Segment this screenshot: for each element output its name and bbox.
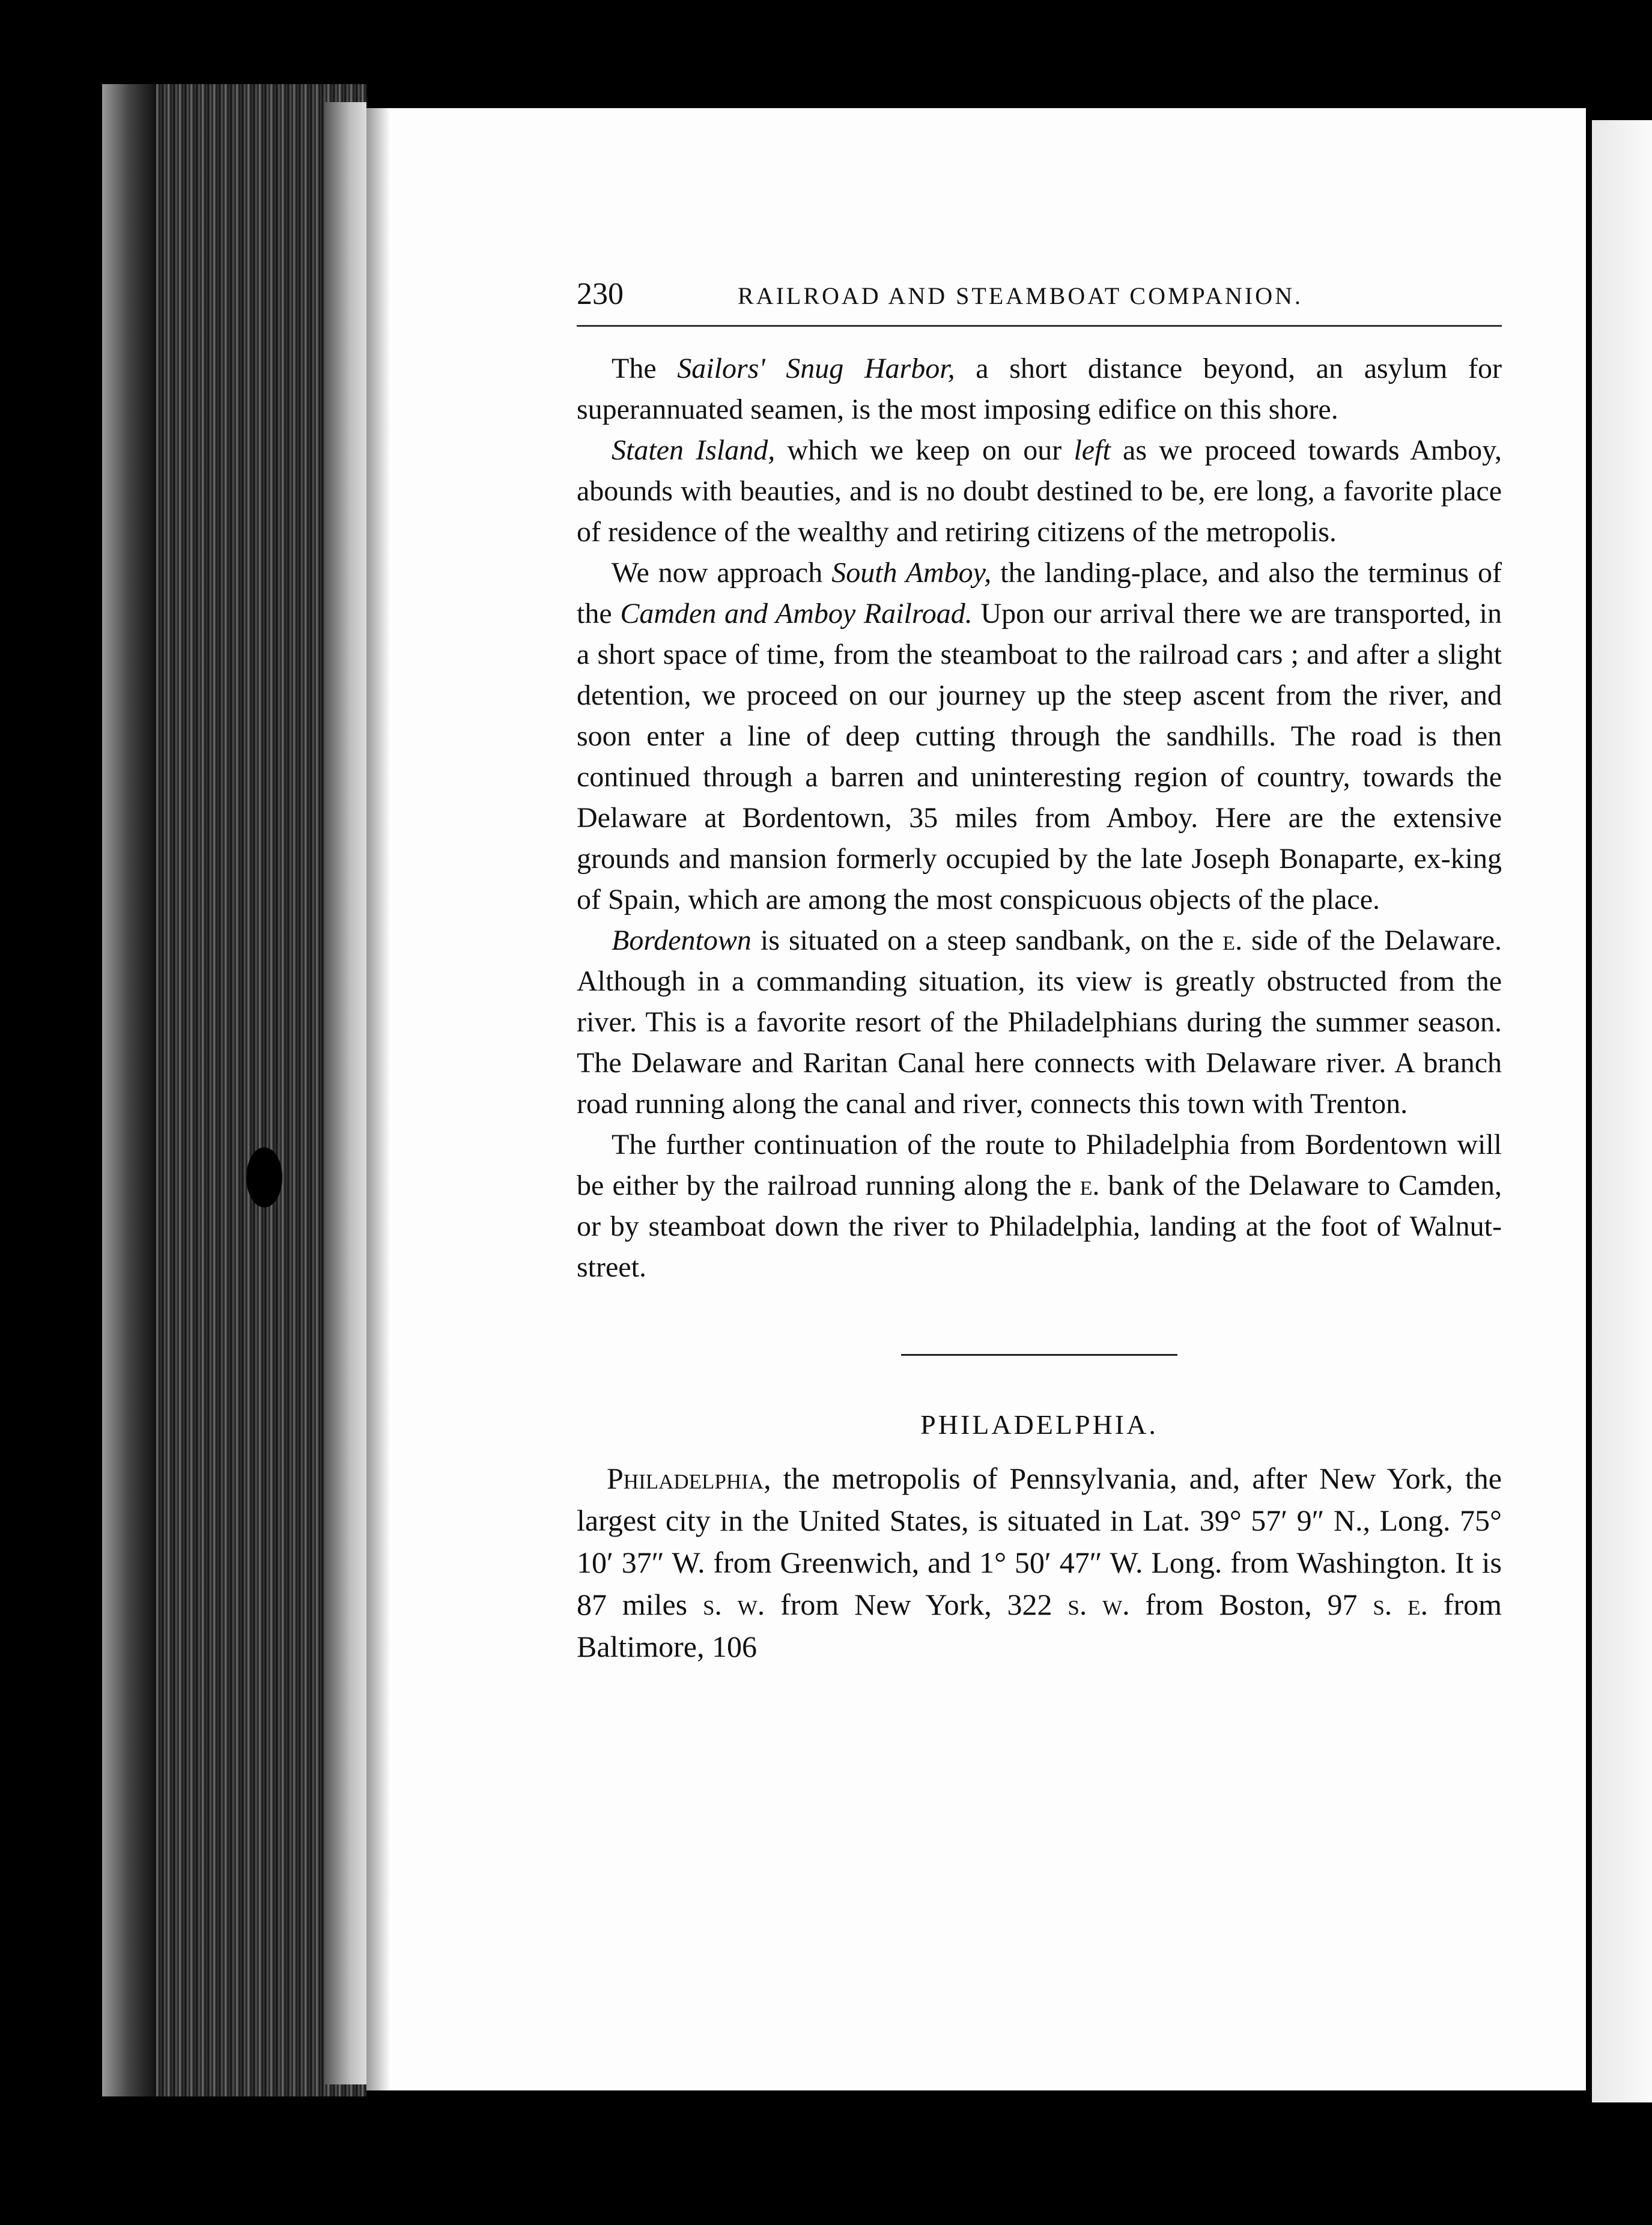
- facing-page-edge: [1592, 120, 1652, 2102]
- italic-term: Staten Island,: [612, 434, 776, 466]
- main-body: [577, 348, 1502, 1288]
- paragraph-philadelphia: Philadelphia, the metropolis of Pennsylvania, and, after New York, the largest city in the United States, is situated in Lat. 39° 57′ 9″ N., Long. 75° 10′ 37″ W. from Greenwich, and 1° 50′ 47″ W. Long. from Washington. It is 87 miles s. w. from New York, 322 s. w. from Boston, 97 s. e. from Baltimore, 106: [577, 1462, 1502, 1663]
- section-heading: PHILADELPHIA.: [920, 1409, 1158, 1440]
- paragraph-snug-harbor: The Sailors' Snug Harbor, a short distance beyond, an asylum for superannuated seamen, is the most imposing edifice on this shore.: [577, 353, 1502, 425]
- italic-term: left: [1073, 434, 1111, 466]
- italic-term: Camden and Amboy Railroad.: [620, 598, 973, 630]
- section-divider: [901, 1354, 1177, 1356]
- page-text-block: [577, 276, 1502, 1668]
- paragraph-staten-island: Staten Island, which we keep on our left as we proceed towards Amboy, abounds with beauties, and is no doubt destined to be, ere long, a favorite place of residence of the wealthy and retiring citizens of the metropolis.: [577, 434, 1502, 548]
- section-body: [577, 1457, 1502, 1668]
- paragraph-continuation: The further continuation of the route to Philadelphia from Bordentown will be either by the railroad running along the e. bank of the Delaware to Camden, or by steamboat down the river to Philadelphia, landing at the foot of Walnut-street.: [577, 1129, 1502, 1283]
- page-gutter: [324, 102, 366, 2084]
- running-header: [577, 276, 1502, 327]
- paragraph-south-amboy: We now approach South Amboy, the landing-place, and also the terminus of the Camden and Amboy Railroad. Upon our arrival there we are transported, in a short space of time, from the steamboat to the railroad cars ; and after a slight detention, we proceed on our journey up the steep ascent from the river, and soon enter a line of deep cutting through the sandhills. The road is then continued through a barren and uninteresting region of country, towards the Delaware at Bordentown, 35 miles from Amboy. Here are the extensive grounds and mansion formerly occupied by the late Joseph Bonaparte, ex-king of Spain, which are among the most conspicuous objects of the place.: [577, 557, 1502, 915]
- italic-term: Sailors' Snug Harbor,: [677, 353, 955, 384]
- italic-term: South Amboy,: [831, 557, 992, 589]
- book-cover-edge: [102, 84, 156, 2096]
- page-number: 230: [577, 277, 624, 311]
- page-shadow: [366, 108, 390, 2090]
- paragraph-bordentown: Bordentown is situated on a steep sandbank, on the e. side of the Delaware. Although in a commanding situation, its view is greatly obstructed from the river. This is a favorite resort of the Philadelphians during the summer season. The Delaware and Raritan Canal here connects with Delaware river. A branch road running along the canal and river, connects this town with Trenton.: [577, 924, 1502, 1120]
- ink-blot: [246, 1147, 282, 1207]
- running-title: RAILROAD AND STEAMBOAT COMPANION.: [738, 282, 1303, 309]
- italic-term: Bordentown: [612, 924, 752, 956]
